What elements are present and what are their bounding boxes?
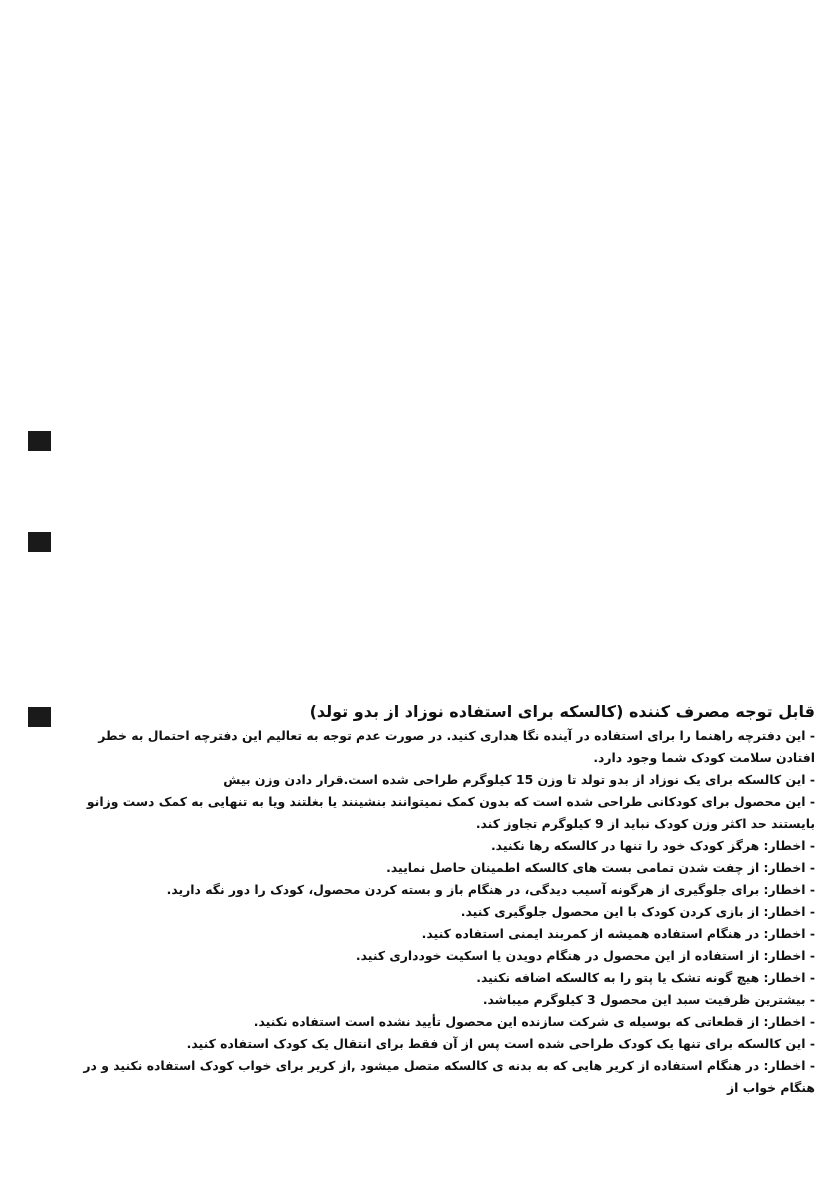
warning-item-7: - اخطار: از بازی کردن کودک با این محصول جلوگیری کنید. bbox=[460, 904, 815, 919]
warning-item-12: - اخطار: از قطعاتی که بوسیله ی شرکت سازنده این محصول تأیید نشده است استفاده نکنید. bbox=[253, 1014, 815, 1029]
warning-item-11: - بیشترین ظرفیت سبد این محصول 3 کیلوگرم میباشد. bbox=[482, 992, 815, 1007]
warning-item-1: - این دفترچه راهنما را برای استفاده در آینده نگا هداری کنید. در صورت عدم توجه به تعالیم این دفترچه احتمال به خطر افتادن سلامت کودک شما وجود دارد. bbox=[98, 728, 815, 765]
warning-item-4: - اخطار: هرگز کودک خود را تنها در کالسکه رها نکنید. bbox=[490, 838, 815, 853]
warning-item-10: - اخطار: هیچ گونه تشک یا پتو را به کالسکه اضافه نکنید. bbox=[476, 970, 815, 985]
warning-section bbox=[68, 700, 815, 1099]
warning-item-13: - این کالسکه برای تنها یک کودک طراحی شده است پس از آن فقط برای انتقال یک کودک استفاده کنید. bbox=[186, 1036, 815, 1051]
warning-item-5: - اخطار: از چفت شدن تمامی بست های کالسکه اطمینان حاصل نمایید. bbox=[386, 860, 815, 875]
warning-item-2: - این کالسکه برای یک نوزاد از بدو تولد تا وزن 15 کیلوگرم طراحی شده است.قرار دادن وزن بیش bbox=[223, 772, 815, 787]
warning-item-14: - اخطار: در هنگام استفاده از کریر هایی که به بدنه ی کالسکه متصل میشود ,از کریر برای خواب کودک استفاده نکنید و در هنگام خواب از bbox=[83, 1058, 815, 1095]
section-marker-1 bbox=[28, 431, 51, 451]
warning-item-9: - اخطار: از استفاده از این محصول در هنگام دویدن یا اسکیت خودداری کنید. bbox=[355, 948, 815, 963]
section-marker-3 bbox=[28, 707, 51, 727]
warning-item-8: - اخطار: در هنگام استفاده همیشه از کمربند ایمنی استفاده کنید. bbox=[421, 926, 815, 941]
warning-item-3: - این محصول برای کودکانی طراحی شده است که بدون کمک نمیتوانند بنشینند یا بغلتند ویا به تنهایی به کمک دست وزانو بایستند حد اکثر وزن کودک نباید از 9 کیلوگرم تجاوز کند. bbox=[86, 794, 815, 831]
section-heading: قابل توجه مصرف کننده (کالسکه برای استفاده نوزاد از بدو تولد) bbox=[309, 702, 815, 721]
warning-item-6: - اخطار: برای جلوگیری از هرگونه آسیب دیدگی، در هنگام باز و بسته کردن محصول، کودک را دور نگه دارید. bbox=[166, 882, 815, 897]
section-marker-2 bbox=[28, 532, 51, 552]
